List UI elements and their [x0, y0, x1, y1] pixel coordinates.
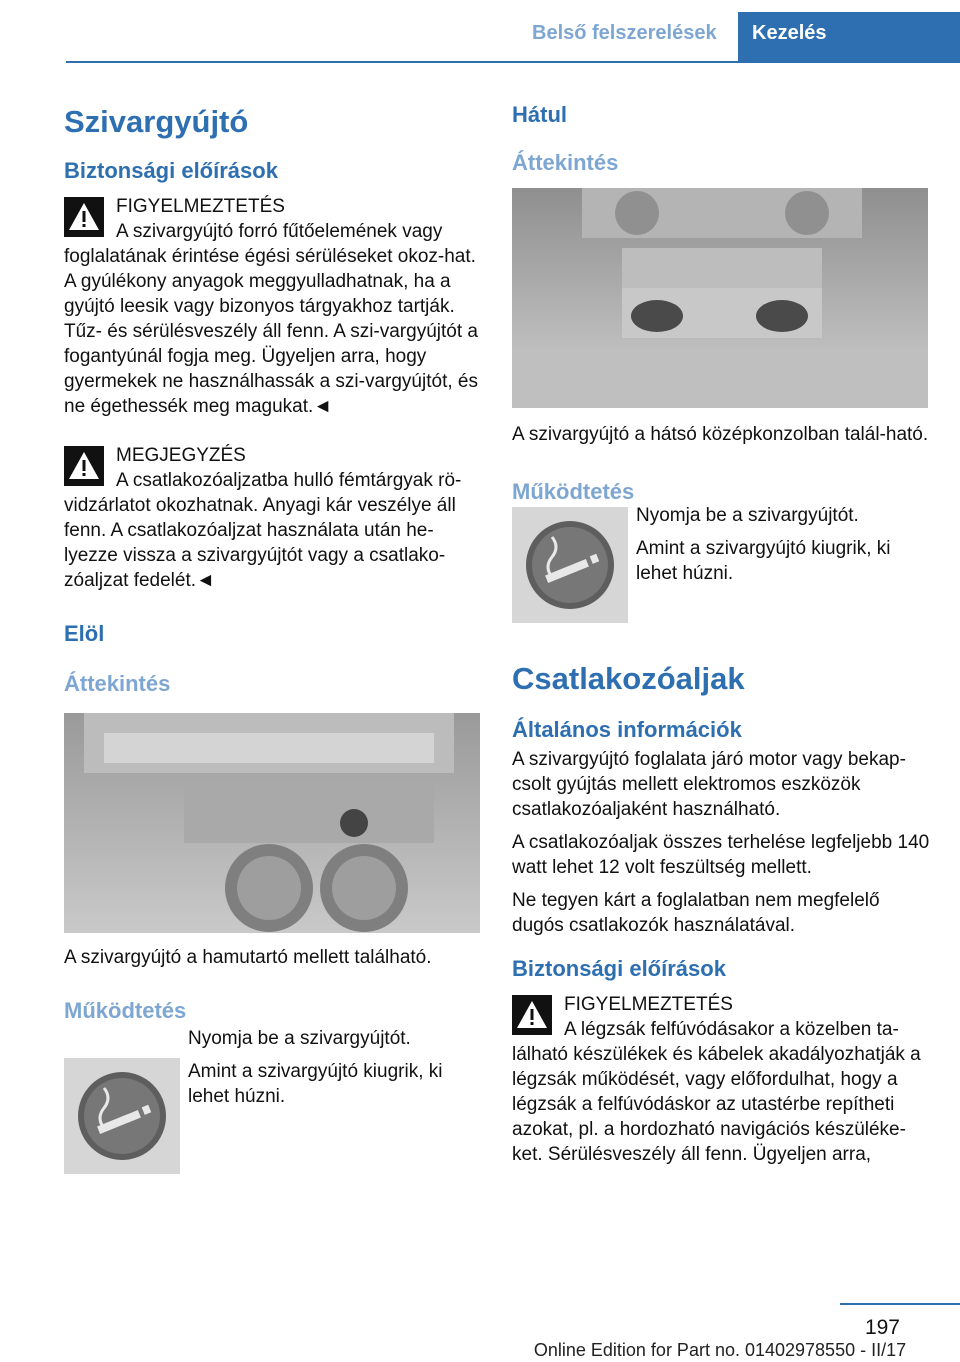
warning-icon	[512, 995, 552, 1035]
page-header	[0, 0, 960, 62]
front-photo-caption: A szivargyújtó a hamutartó mellett található.	[64, 947, 432, 968]
note-block	[64, 443, 484, 593]
right-column	[512, 96, 932, 1167]
left-column	[64, 96, 484, 1144]
footer-divider	[840, 1303, 960, 1305]
operation-step-2: Amint a szivargyújtó kiugrik, ki lehet húzni.	[188, 1061, 443, 1107]
warning-label: FIGYELMEZTETÉS	[116, 196, 285, 217]
safety-heading: Biztonsági előírások	[64, 158, 278, 183]
rear-photo-caption: A szivargyújtó a hátsó középkonzolban talál-ható.	[512, 424, 929, 445]
rear-console-photo	[512, 188, 928, 408]
note-label: MEGJEGYZÉS	[116, 445, 246, 466]
section-title-sockets: Csatlakozóaljak	[512, 661, 745, 696]
warning-text: A légzsák felfúvódásakor a közelben ta-lálható készülékek és kábelek akadályozhatják a légzsák működését, vagy előfordulhat, hogy a légzsák a felfúvódáskor az utastérbe repítheti azokat, pl. a hordozható navigációs készüléke-ket. Sérülésveszély áll fenn. Ügyeljen arra,	[512, 1019, 921, 1165]
general-paragraph-2: A csatlakozóaljak összes terhelése legfeljebb 140 watt lehet 12 volt feszültség mellett.	[512, 832, 930, 878]
edition-footer: Online Edition for Part no. 01402978550 - II/17	[533, 1340, 907, 1360]
operation-step-1: Nyomja be a szivargyújtót.	[188, 1028, 411, 1049]
operation-step-2: Amint a szivargyújtó kiugrik, ki lehet húzni.	[636, 538, 891, 584]
front-heading: Elöl	[64, 621, 105, 646]
warning-icon	[64, 197, 104, 237]
operation-text	[636, 503, 932, 586]
section-tab-operation[interactable]: Kezelés	[738, 12, 960, 62]
warning-block	[64, 194, 484, 419]
section-tab-interior[interactable]: Belső felszerelések	[532, 22, 717, 44]
rear-heading: Hátul	[512, 102, 567, 127]
cigarette-lighter-button-icon	[64, 1058, 180, 1174]
warning-block	[512, 992, 932, 1167]
overview-heading: Áttekintés	[512, 150, 619, 175]
note-text: A csatlakozóaljzatba hulló fémtárgyak rö-vidzárlatot okozhatnak. Anyagi kár veszélye áll fenn. A csatlakozóaljzat használata után he-lyezze vissza a szivargyújtót vagy a csatlako-zóaljzat fedelét.◄	[64, 470, 462, 591]
safety-heading: Biztonsági előírások	[512, 956, 726, 981]
operation-block	[64, 1026, 484, 1144]
operation-step-1: Nyomja be a szivargyújtót.	[636, 505, 859, 526]
operation-block	[512, 507, 932, 647]
operation-heading: Működtetés	[64, 998, 187, 1023]
general-info-heading: Általános információk	[512, 717, 742, 742]
page-number: 197	[864, 1316, 900, 1339]
front-console-photo	[64, 713, 480, 933]
cigarette-lighter-button-icon	[512, 507, 628, 623]
section-title-cigarette-lighter: Szivargyújtó	[64, 104, 249, 139]
general-paragraph-1: A szivargyújtó foglalata járó motor vagy bekap-csolt gyújtás mellett elektromos eszközök csatlakozóaljaként használható.	[512, 749, 906, 820]
header-divider	[66, 61, 960, 63]
operation-text	[188, 1026, 484, 1109]
operation-heading: Működtetés	[512, 479, 635, 504]
overview-heading: Áttekintés	[64, 671, 171, 696]
warning-text: A szivargyújtó forró fűtőelemének vagy foglalatának érintése égési sérüléseket okoz-hat. A gyúlékony anyagok meggyulladhatnak, ha a gyújtó leesik vagy bizonyos tárgyakhoz tartják. Tűz- és sérülésveszély áll fenn. A szi-vargyújtót a fogantyúnál fogja meg. Ügyeljen arra, hogy gyermekek ne használhassák a szi-vargyújtót, és ne égethessék meg magukat.◄	[64, 221, 478, 417]
warning-label: FIGYELMEZTETÉS	[564, 994, 733, 1015]
warning-icon	[64, 446, 104, 486]
general-paragraph-3: Ne tegyen kárt a foglalatban nem megfelelő dugós csatlakozók használatával.	[512, 890, 880, 936]
